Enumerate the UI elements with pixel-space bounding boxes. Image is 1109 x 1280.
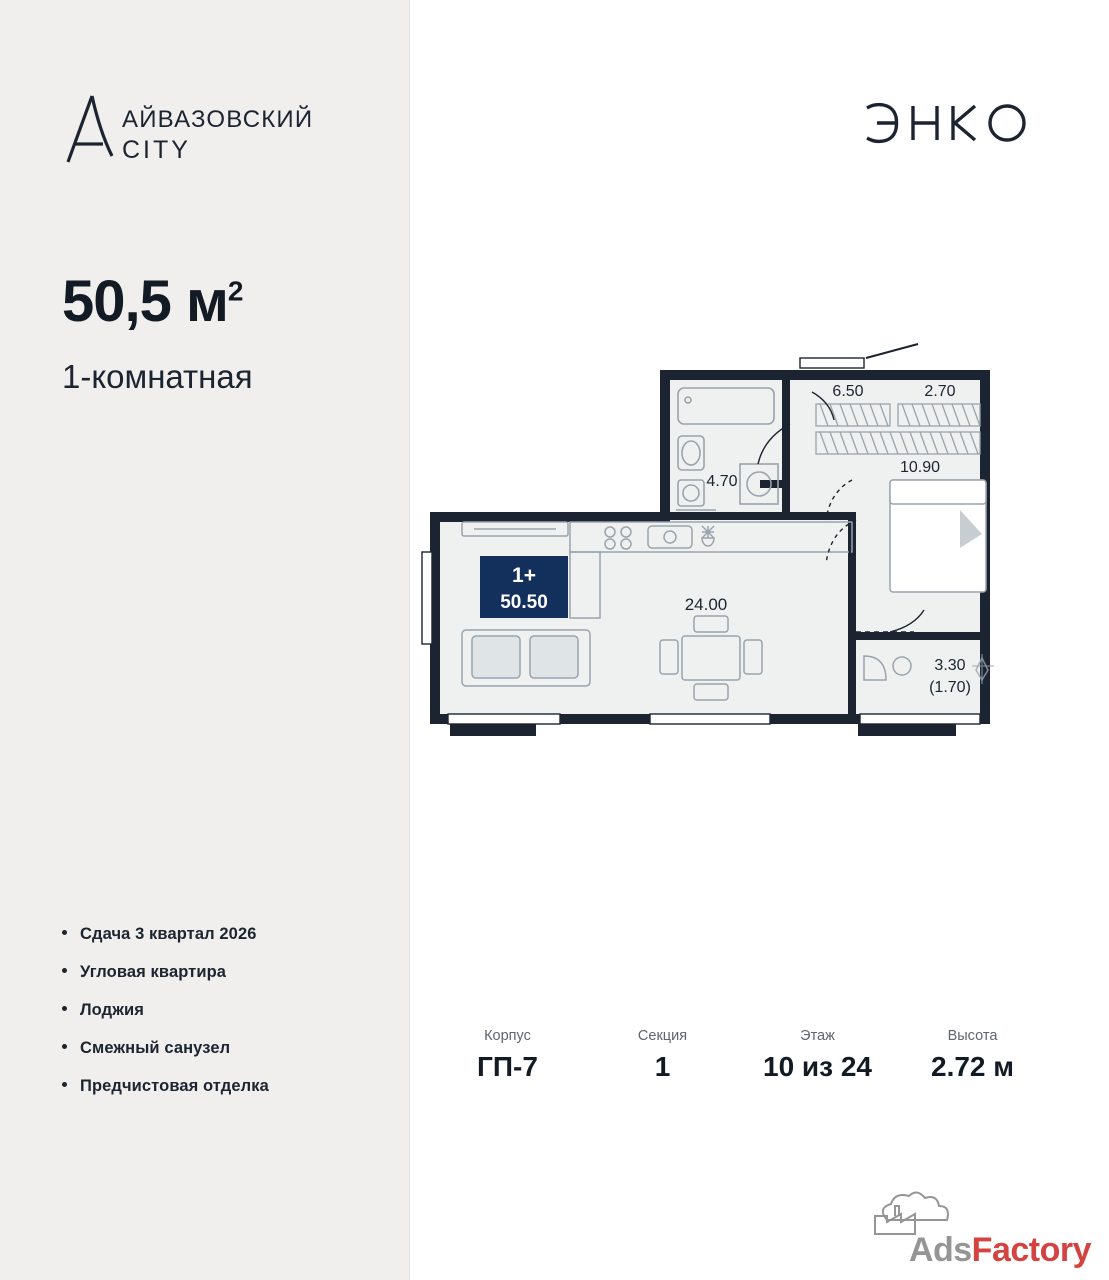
feature-label: Смежный санузел — [80, 1039, 231, 1057]
project-name-line1: АЙВАЗОВСКИЙ — [122, 106, 314, 133]
factory-cloud-icon — [869, 1190, 989, 1236]
project-logo-text — [122, 92, 313, 165]
watermark-ads: Ads — [908, 1231, 972, 1269]
list-item — [62, 1077, 392, 1096]
floorplan-drawing — [420, 340, 1060, 820]
watermark — [861, 1206, 1101, 1276]
bullet-icon — [62, 1044, 67, 1049]
letter-a-mark-icon — [62, 92, 116, 166]
room-label-kitchen: 24.00 — [684, 595, 728, 614]
room-label-wardrobe: 2.70 — [924, 383, 956, 400]
info-caption: Этаж — [800, 1028, 835, 1044]
info-value: 2.72 м — [931, 1051, 1014, 1082]
feature-label: Сдача 3 квартал 2026 — [80, 925, 257, 943]
area-value: 50,5 — [62, 269, 171, 334]
left-info-panel — [0, 0, 410, 1280]
apartment-rooms: 1-комнатная — [62, 358, 253, 395]
badge-area: 50.50 — [500, 592, 548, 613]
info-caption: Корпус — [484, 1028, 531, 1044]
list-item — [62, 1001, 392, 1020]
area-exponent: 2 — [227, 275, 243, 307]
project-name-line2: CITY — [122, 136, 191, 164]
room-label-bedroom: 10.90 — [899, 459, 941, 476]
room-label-loggia-coef: (1.70) — [929, 679, 971, 696]
info-value: 1 — [654, 1051, 671, 1082]
bullet-icon — [62, 930, 67, 935]
feature-label: Угловая квартира — [80, 963, 227, 981]
bullet-icon — [62, 968, 67, 973]
info-caption: Высота — [947, 1028, 998, 1044]
bullet-icon — [62, 1082, 67, 1087]
feature-label: Предчистовая отделка — [80, 1077, 269, 1095]
info-value: ГП-7 — [477, 1051, 538, 1082]
apartment-area — [62, 268, 243, 335]
info-floor — [740, 1028, 895, 1083]
info-value: 10 из 24 — [763, 1051, 872, 1082]
badge-rooms: 1+ — [512, 564, 536, 587]
info-height — [895, 1028, 1050, 1083]
room-label-loggia: 3.30 — [934, 657, 966, 674]
enko-logo-icon — [861, 100, 1031, 146]
list-item — [62, 963, 392, 982]
list-item — [62, 1039, 392, 1058]
info-korpus — [430, 1028, 585, 1083]
info-section — [585, 1028, 740, 1083]
room-label-hall: 6.50 — [832, 383, 864, 400]
area-unit: м — [186, 269, 228, 334]
features-list — [62, 925, 392, 1115]
watermark-factory: Factory — [971, 1231, 1091, 1269]
room-label-bathroom: 4.70 — [706, 473, 738, 490]
watermark-text — [909, 1231, 1091, 1270]
feature-label: Лоджия — [80, 1001, 144, 1019]
building-info-row — [430, 1028, 1050, 1083]
list-item — [62, 925, 392, 944]
info-caption: Секция — [637, 1028, 688, 1044]
bullet-icon — [62, 1006, 67, 1011]
project-logo — [62, 92, 313, 166]
